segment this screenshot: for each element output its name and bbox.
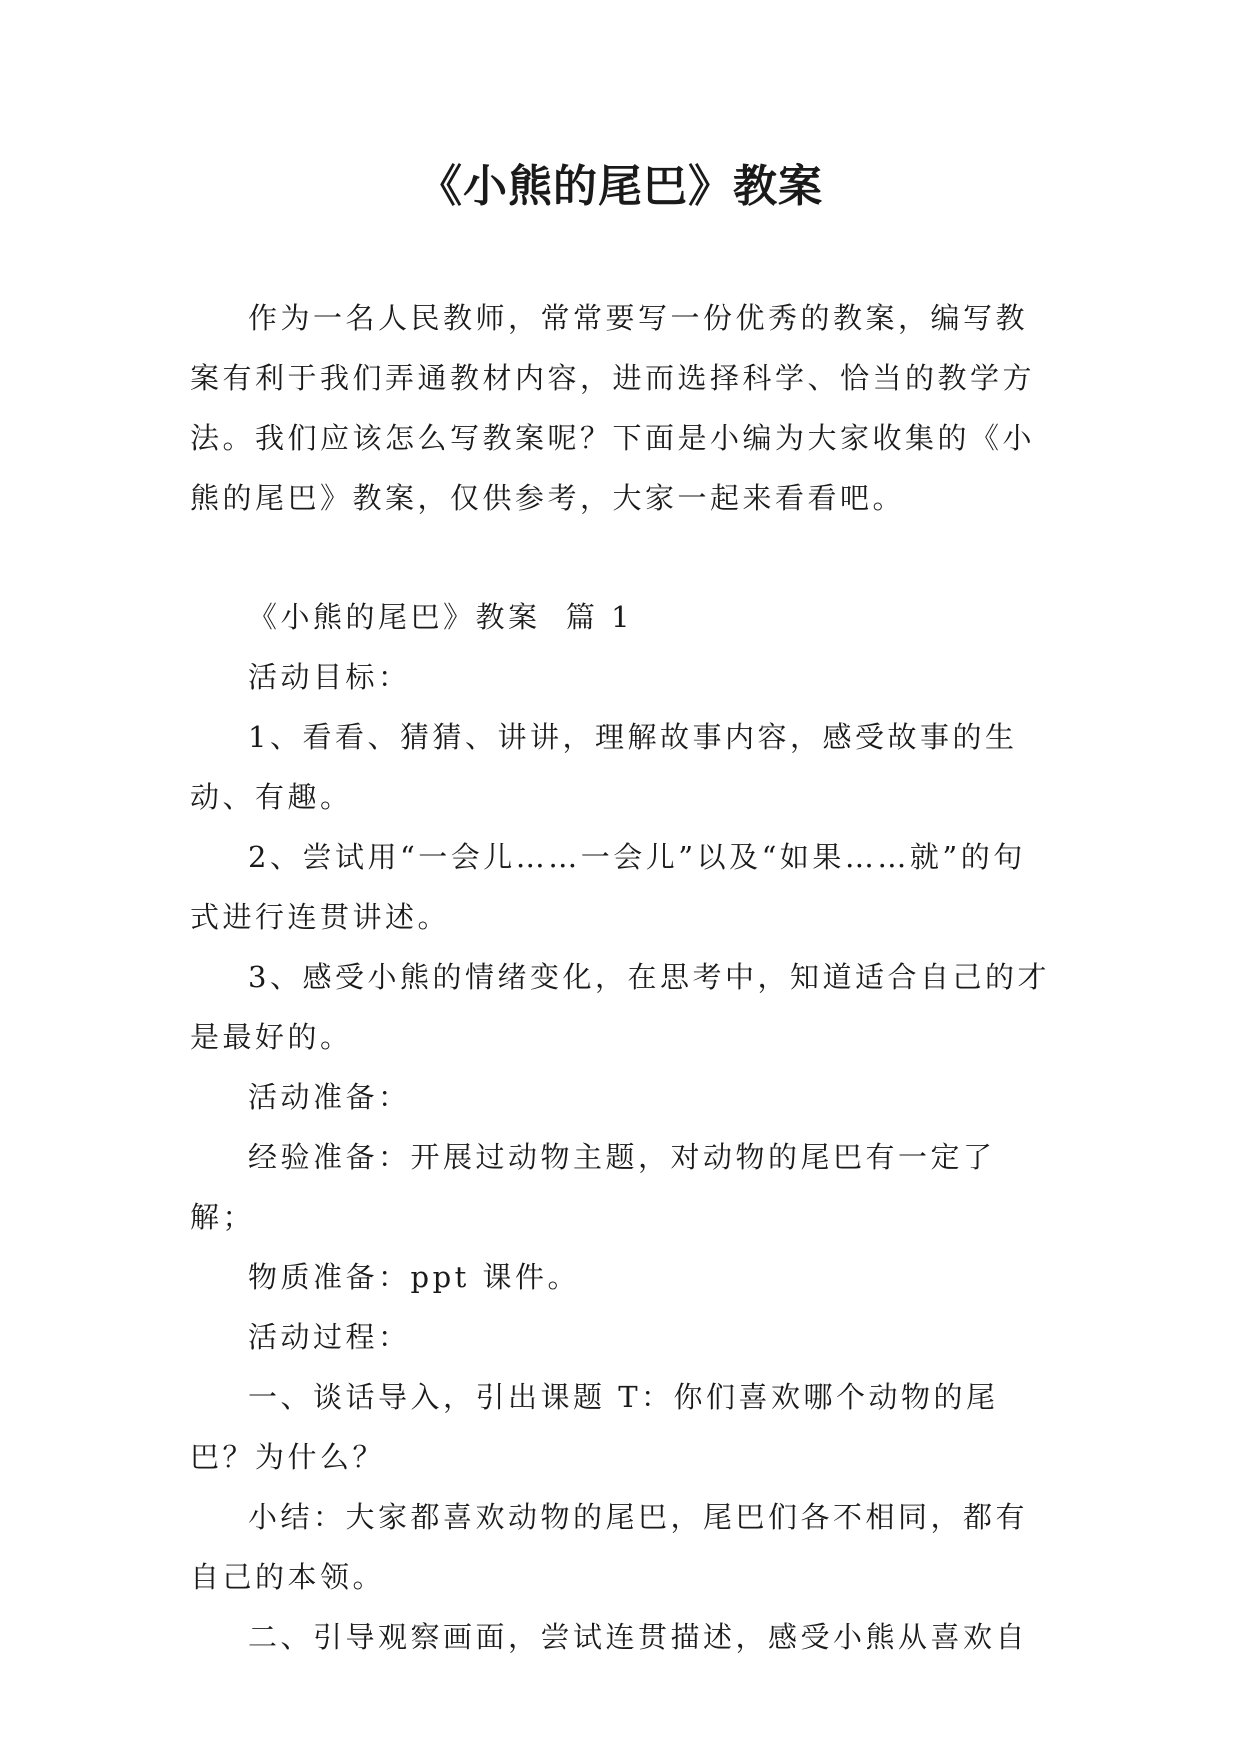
paragraph-activity-goals: 活动目标： — [248, 660, 411, 694]
document-body — [190, 288, 1058, 1667]
section-heading: 《小熊的尾巴》教案 篇 1 — [248, 600, 634, 634]
paragraph-experience-prep: 经验准备：开展过动物主题，对动物的尾巴有一定了解； — [190, 1140, 996, 1234]
paragraph-goal-1: 1、看看、猜猜、讲讲，理解故事内容，感受故事的生动、有趣。 — [190, 720, 1018, 814]
paragraph-activity-prep: 活动准备： — [248, 1080, 411, 1114]
paragraph-activity-process: 活动过程： — [248, 1320, 411, 1354]
paragraph-step-1: 一、谈话导入，引出课题 T：你们喜欢哪个动物的尾巴？为什么？ — [190, 1380, 999, 1474]
paragraph-material-prep: 物质准备：ppt 课件。 — [248, 1260, 581, 1294]
document-title: 《小熊的尾巴》教案 — [418, 161, 823, 212]
paragraph-goal-3: 3、感受小熊的情绪变化，在思考中，知道适合自己的才是最好的。 — [190, 960, 1050, 1054]
intro-paragraph: 作为一名人民教师，常常要写一份优秀的教案，编写教案有利于我们弄通教材内容，进而选择科学、恰当的教学方法。我们应该怎么写教案呢？下面是小编为大家收集的《小熊的尾巴》教案，仅供参考，大家一起来看看吧。 — [190, 301, 1036, 515]
paragraph-summary: 小结：大家都喜欢动物的尾巴，尾巴们各不相同，都有自己的本领。 — [190, 1500, 1029, 1594]
paragraph-goal-2: 2、尝试用“一会儿……一会儿”以及“如果……就”的句式进行连贯讲述。 — [190, 840, 1026, 934]
paragraph-step-2: 二、引导观察画面，尝试连贯描述，感受小熊从喜欢自 — [248, 1620, 1029, 1654]
